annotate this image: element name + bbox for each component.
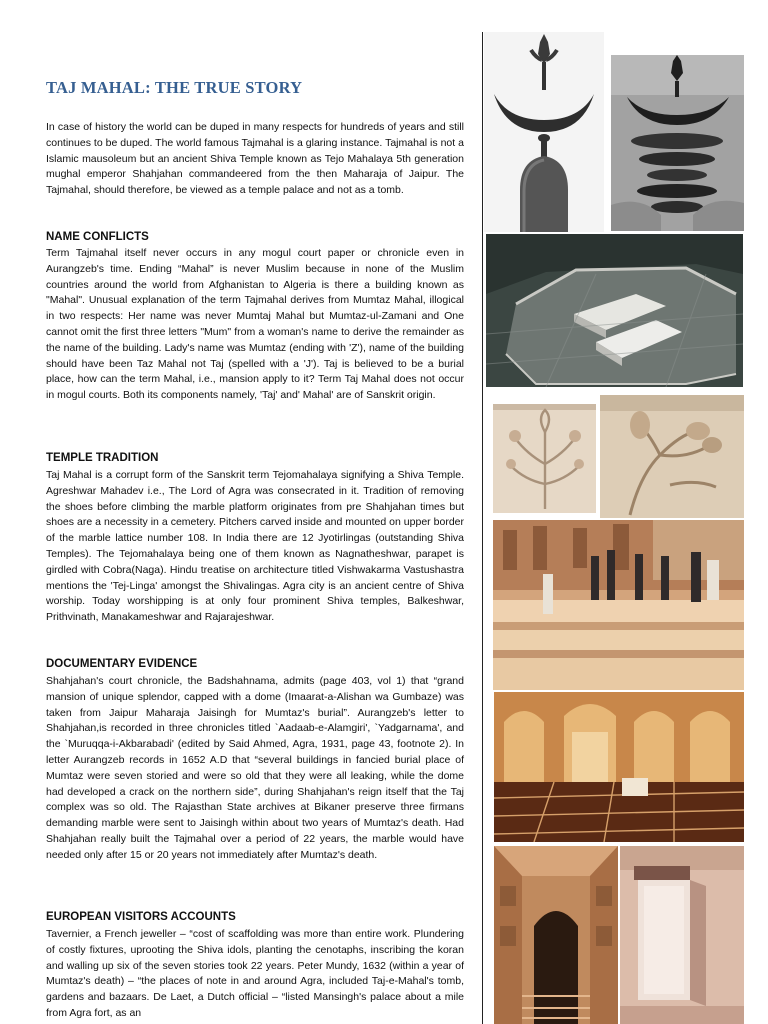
intro-paragraph: In case of history the world can be duped in many respects for hundreds of years and still continues to be duped. The world famous Tajmahal is a glaring instance. Tajmahal is not a Islamic mausoleum but an ancient Shiva Temple known as Tejo Mahalaya 5th generation mughal emperor Shahjahan commandeered from the then Maharaja of Jaipur. The Tajmahal, should therefore, be viewed as a temple palace and not as a tomb. — [46, 121, 464, 197]
marble-carving-photo-left — [493, 404, 596, 513]
section-heading-name-conflicts: NAME CONFLICTS — [46, 231, 149, 243]
finial-pattern-photo — [611, 55, 744, 231]
section-body-european-visitors: Tavernier, a French jeweller – “cost of scaffolding was more than entire work. Plundering of costly fixtures, uprooting the Shiva idols, planting the cenotaphs, inscribing the koran and walling up six of the seven stories took 22 years. Peter Mundy, 1632 (within a year of Mumtaz's death) – “the places of note in and around Agra, included Taj-e-Mahal's tomb, gardens and bazaars. De Laet, a Dutch official – “listed Mansingh's palace about a mile from Agra fort, as an — [46, 928, 464, 1019]
section-heading-documentary-evidence: DOCUMENTARY EVIDENCE — [46, 658, 198, 670]
section-body-documentary-evidence: Shahjahan's court chronicle, the Badshahnama, admits (page 403, vol 1) that “grand mansion of unique splendor, capped with a dome (Imaarat-a-Alishan wa Gumbaze) was taken from Jaipur Maharaja Jaisingh for Mumtaz's burial”. Aurangzeb's letter to Shahjahan,is recorded in three chronicles titled `Aadaab-e-Alamgiri', `Yadgarnama', and the `Muruqqa-i-Akbarabadi' (edited by Said Ahmed, Agra, 1931, page 43, footnote 2). In letter Aurangzeb records in 1652 A.D that “several buildings in fancied burial place of Mumtaz were seven storied and were so old that they were all leaking, while the dome had developed a crack on the northern side”, during Shahjahan's reign itself that the Taj complex was so old. The Rajasthan State archives at Bikaner preserve three firmans demanding marble were sent to Jaisingh within about two years of Mumtaz's death. Had Shahjahan really built the Tajmahal over a period of 22 years, the marble would have needed only after 15 or 20 years not immediately after Mumtaz's death. — [46, 675, 464, 861]
stairwell-photo — [494, 846, 618, 1024]
section-body-name-conflicts: Term Tajmahal itself never occurs in any mogul court paper or chronicle even in Aurangzeb's time. Ending “Mahal” is never Muslim because in none of the Muslim countries around the world from Afghanistan to Algeria is there a building known as "Mahal". Unusual explanation of the term Tajmahal derives from Mumtaz Mahal, illogical in two respects: Her name was never Mumtaj Mahal but Mumtaz-ul-Zamani and One cannot omit the first three letters "Mum" from a woman's name to derive the remainder as the name of the building. Lady's name was Mumtaz (ending with 'Z'), name of the building should have been Taz Mahal not Taj (spelled with a 'J'). Taj is believed to be a burial place, how can the term Mahal, i.e., mansion apply to it? Term Taj Mahal does not occur in mogul courts. Both its components namely, 'Taj' and' Mahal' are of Sanskrit origin. — [46, 247, 464, 402]
column-divider — [482, 32, 483, 1024]
section-heading-temple-tradition: TEMPLE TRADITION — [46, 452, 159, 464]
marble-platform-visitors-photo — [493, 520, 744, 690]
article-text-column — [46, 0, 464, 1024]
cenotaph-chamber-photo — [486, 234, 743, 387]
page-title: TAJ MAHAL: THE TRUE STORY — [46, 78, 303, 97]
sealed-doorway-photo — [620, 846, 744, 1024]
marble-carving-photo-right — [600, 395, 744, 518]
finial-photo — [484, 32, 604, 232]
section-heading-european-visitors: EUROPEAN VISITORS ACCOUNTS — [46, 911, 236, 923]
interior-arches-photo — [494, 692, 744, 842]
section-body-temple-tradition: Taj Mahal is a corrupt form of the Sanskrit term Tejomahalaya signifying a Shiva Temple. Agreshwar Mahadev i.e., The Lord of Agra was consecrated in it. Tradition of removing the shoes before climbing the marble platform originates from pre Shahjahan times but shoes are a necessity in a cemetery. Pitchers carved inside and mounted on upper border of the marble lattice number 108. In India there are 12 Jyotirlingas (outstanding Shiva Temples). The Tejomahalaya being one of them known as Nagnatheshwar, parapet is girdled with Cobra(Naga). Hindu treatise on architecture titled Vishwakarma Vastushastra mentions the 'Tej-Linga' amongst the Shivalingas. Agra city is an ancient centre of Shiva worship. Today worshipping is at only four prominent Shiva temples, Balkeshwar, Prithvinath, Manakameshwar and Rajarajeshwar. — [46, 469, 464, 624]
